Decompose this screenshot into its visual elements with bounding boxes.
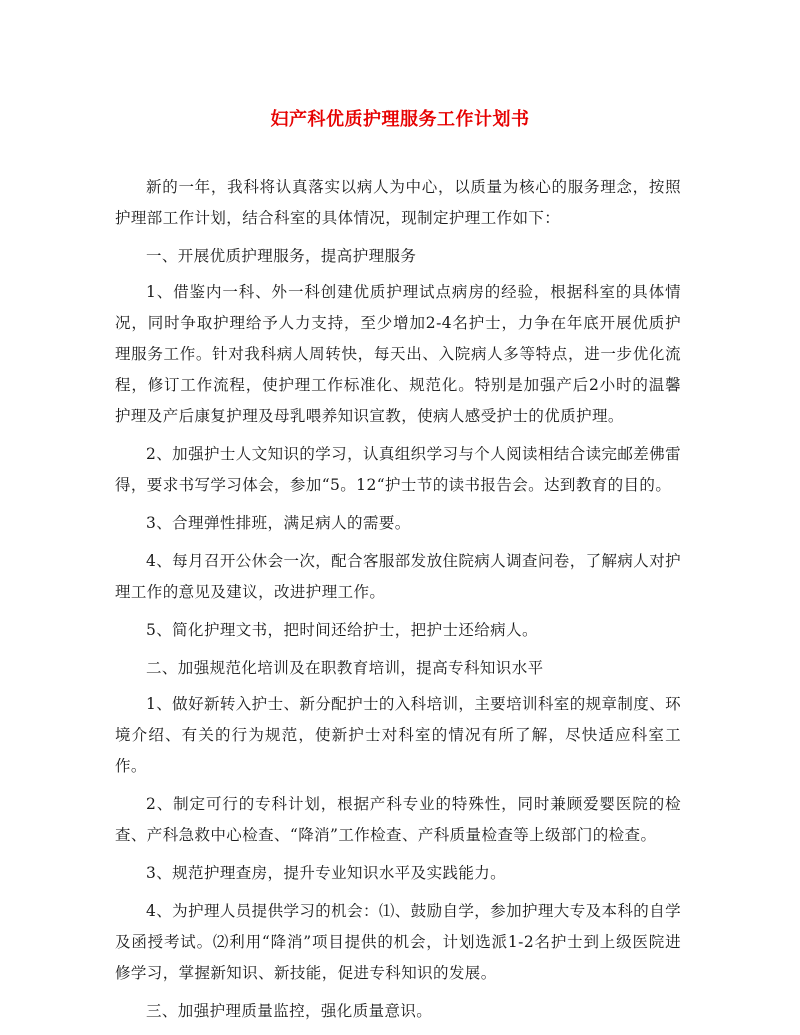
paragraph-2-4: 4、为护理人员提供学习的机会：⑴、鼓励自学，参加护理大专及本科的自学及函授考试。⑵利用“降消”项目提供的机会，计划选派1-2名护士到上级医院进修学习，掌握新知识、新技能，促进专科知识的发展。 (115, 902, 681, 982)
paragraph-1-3: 3、合理弹性排班，满足病人的需要。 (146, 514, 411, 532)
paragraph-2-1: 1、做好新转入护士、新分配护士的入科培训，主要培训科室的规章制度、环境介绍、有关的行为规范，使新护士对科室的情况有所了解，尽快适应科室工作。 (115, 695, 681, 775)
paragraph-2-3: 3、规范护理查房，提升专业知识水平及实践能力。 (146, 864, 507, 882)
section-heading-1: 一、开展优质护理服务，提高护理服务 (146, 247, 417, 265)
intro-paragraph: 新的一年，我科将认真落实以病人为中心，以质量为核心的服务理念，按照护理部工作计划，结合科室的具体情况，现制定护理工作如下： (115, 178, 681, 227)
paragraph-2-2: 2、制定可行的专科计划，根据产科专业的特殊性，同时兼顾爱婴医院的检查、产科急救中心检查、“降消”工作检查、产科质量检查等上级部门的检查。 (115, 795, 681, 844)
section-heading-3: 三、加强护理质量监控，强化质量意识。 (146, 1002, 433, 1020)
paragraph-1-1: 1、借鉴内一科、外一科创建优质护理试点病房的经验，根据科室的具体情况，同时争取护理给予人力支持，至少增加2-4名护士，力争在年底开展优质护理服务工作。针对我科病人周转快，每天出、入院病人多等特点，进一步优化流程，修订工作流程，使护理工作标准化、规范化。特别是加强产后2小时的温馨护理及产后康复护理及母乳喂养知识宣教，使病人感受护士的优质护理。 (115, 283, 681, 425)
section-heading-2: 二、加强规范化培训及在职教育培训，提高专科知识水平 (146, 659, 544, 677)
paragraph-1-5: 5、简化护理文书，把时间还给护士，把护士还给病人。 (146, 621, 538, 639)
paragraph-1-2: 2、加强护士人文知识的学习，认真组织学习与个人阅读相结合读完邮差佛雷得，要求书写学习体会，参加“5。12“护士节的读书报告会。达到教育的目的。 (115, 445, 681, 494)
page-title: 妇产科优质护理服务工作计划书 (270, 109, 530, 130)
paragraph-1-4: 4、每月召开公休会一次，配合客服部发放住院病人调查问卷，了解病人对护理工作的意见及建议，改进护理工作。 (115, 552, 681, 601)
document-body (115, 172, 681, 1032)
